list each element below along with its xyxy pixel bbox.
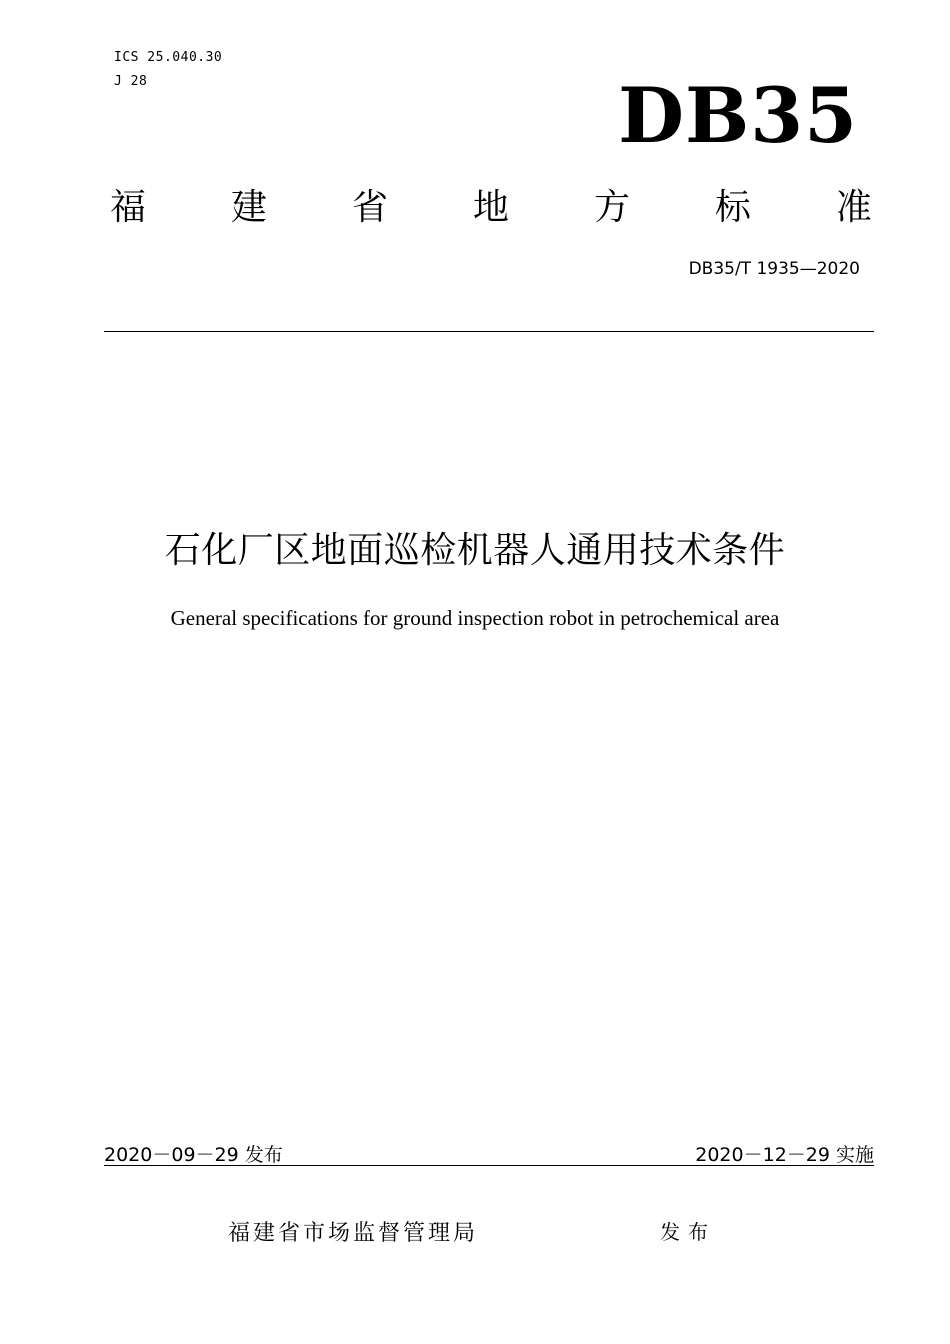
category-char: 建	[230, 187, 267, 228]
category-char: 省	[351, 187, 388, 228]
category-char: 福	[110, 187, 147, 228]
document-title-english: General specifications for ground inspection robot in petrochemical area	[170, 606, 780, 630]
standard-category	[110, 186, 872, 230]
header-divider	[104, 331, 874, 332]
standard-number: DB35/T 1935—2020	[688, 259, 860, 279]
footer-divider	[104, 1165, 874, 1166]
document-title-chinese: 石化厂区地面巡检机器人通用技术条件	[164, 530, 786, 571]
issue-label: 发布	[660, 1220, 716, 1244]
implementation-date: 2020－12－29 实施	[695, 1144, 874, 1166]
category-char: 准	[835, 187, 872, 228]
category-char: 地	[472, 187, 509, 228]
category-char: 方	[593, 187, 630, 228]
ccs-code: J 28	[114, 74, 148, 89]
issuing-authority: 福建省市场监督管理局	[228, 1221, 479, 1246]
category-char: 标	[714, 187, 751, 228]
ics-code: ICS 25.040.30	[114, 50, 223, 65]
publish-date: 2020－09－29 发布	[104, 1144, 283, 1166]
standard-logo: DB35	[618, 71, 858, 160]
